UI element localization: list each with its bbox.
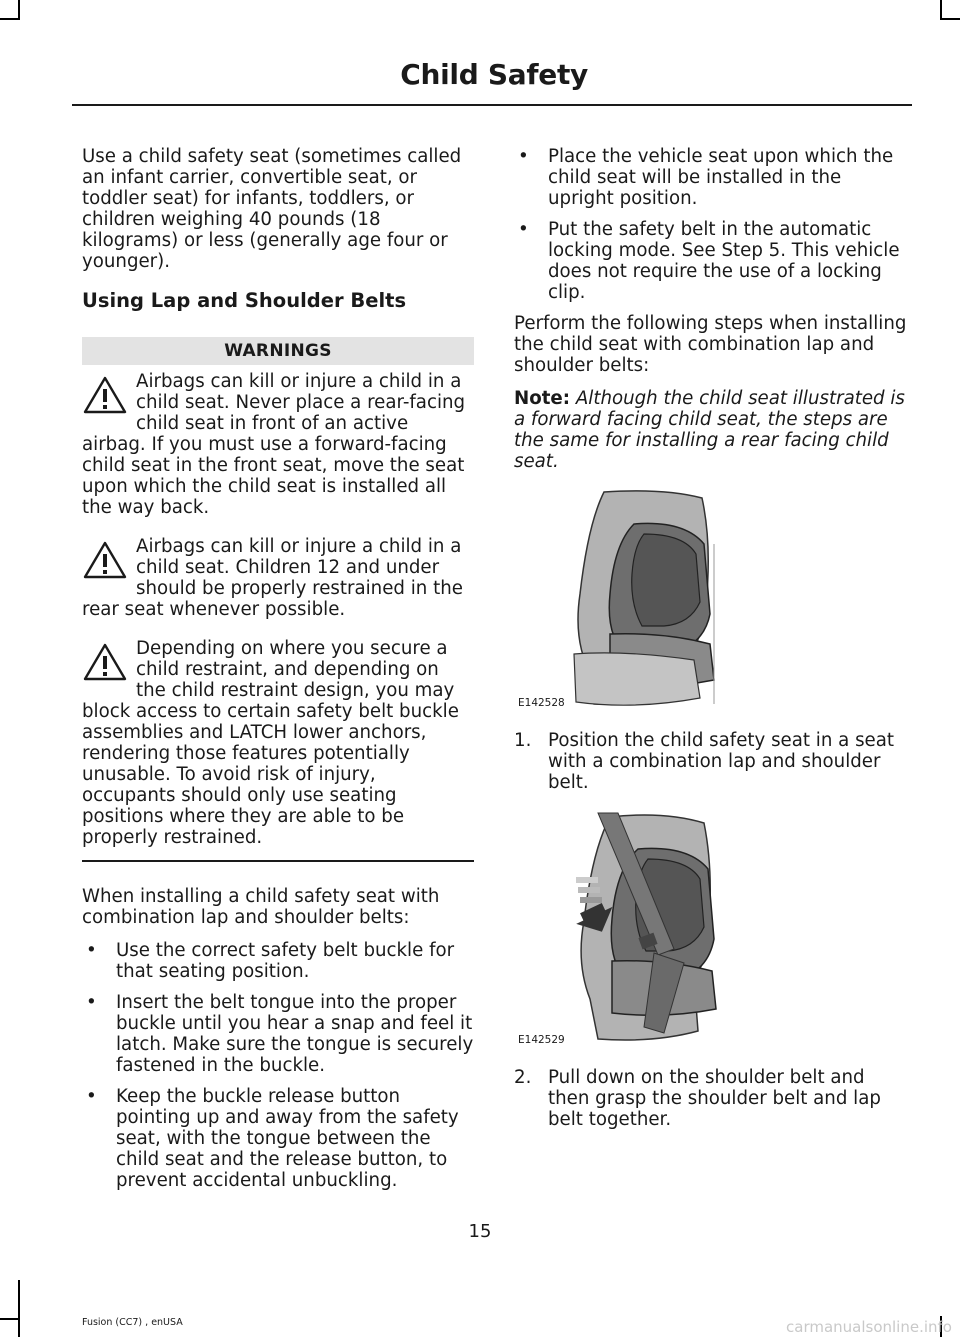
warning-triangle-icon [82,540,128,580]
note-text: Although the child seat illustrated is a forward facing child seat, the steps are the same for installing a rear facing child seat. [514,388,905,472]
warning-triangle-icon [82,642,128,682]
warning-text: Depending on where you secure a child restraint, and depending on the child restraint design, you may block access to certain safety belt buckle assemblies and LATCH lower anchors, rendering those features potentially unusable. To avoid risk of injury, occupants should only use seating positions where they are able to be properly restrained. [82,638,459,848]
intro-paragraph: Use a child safety seat (sometimes called an infant carrier, convertible seat, or toddler seat) for infants, toddlers, or children weighing 40 pounds (18 kilograms) or less (generally age four or younger). [82,146,462,272]
warnings-end-rule [82,860,474,862]
child-seat-illustration [514,484,786,716]
install-bullet-list [82,940,474,1191]
child-seat-belt-illustration [514,803,786,1053]
warning-text: Airbags can kill or injure a child in a child seat. Children 12 and under should be properly restrained in the rear seat whenever possible. [82,536,463,620]
step-text: Position the child safety seat in a seat with a combination lap and shoulder belt. [548,730,895,793]
figure-code: E142529 [518,1034,565,1046]
step-number: 1. [514,730,532,751]
watermark: carmanualsonline.info [786,1318,952,1336]
crop-mark [0,18,20,20]
crop-mark [940,0,942,20]
note-label: Note: [514,388,571,409]
warning-item [82,371,474,518]
steps-intro: Perform the following steps when installing the child seat with combination lap and shoulder belts: [514,313,907,376]
header-rule [72,104,912,106]
step-number: 2. [514,1067,532,1088]
warning-text: Airbags can kill or injure a child in a child seat. Never place a rear-facing child seat in front of an active airbag. If you must use a forward-facing child seat in the front seat, move the seat upon which the child seat is installed all the way back. [82,371,466,518]
warnings-title: WARNINGS [82,337,474,365]
step-text: Pull down on the shoulder belt and then grasp the shoulder belt and lap belt together. [548,1067,881,1130]
section-heading: Using Lap and Shoulder Belts [82,289,407,312]
step-item [514,1067,910,1130]
crop-mark [940,18,960,20]
prep-bullet-list [514,146,910,303]
list-item: • Place the vehicle seat upon which the child seat will be installed in the upright position. [514,146,910,209]
list-item: • Insert the belt tongue into the proper buckle until you hear a snap and feel it latch. Make sure the tongue is securely fastened in the buckle. [82,992,474,1076]
figure-child-seat-belt [514,803,786,1053]
right-column [514,146,910,1130]
crop-mark [18,0,20,20]
warning-item [82,638,474,848]
install-intro: When installing a child safety seat with combination lap and shoulder belts: [82,886,440,928]
list-item: • Use the correct safety belt buckle for that seating position. [82,940,474,982]
steps-list [514,730,910,793]
page-number: 15 [468,1221,492,1242]
figure-code: E142528 [518,697,565,709]
page-title: Child Safety [400,58,588,91]
note [514,388,910,472]
steps-list [514,1067,910,1130]
step-item [514,730,910,793]
list-item: • Keep the buckle release button pointing up and away from the safety seat, with the tongue between the child seat and the release button, to prevent accidental unbuckling. [82,1086,474,1191]
left-column [82,146,474,1201]
crop-mark [18,1280,20,1337]
footer-model: Fusion (CC7) , enUSA [82,1317,183,1328]
crop-mark [0,1318,20,1320]
warning-triangle-icon [82,375,128,415]
warning-item [82,536,474,620]
figure-child-seat [514,484,786,716]
list-item: • Put the safety belt in the automatic locking mode. See Step 5. This vehicle does not require the use of a locking clip. [514,219,910,303]
